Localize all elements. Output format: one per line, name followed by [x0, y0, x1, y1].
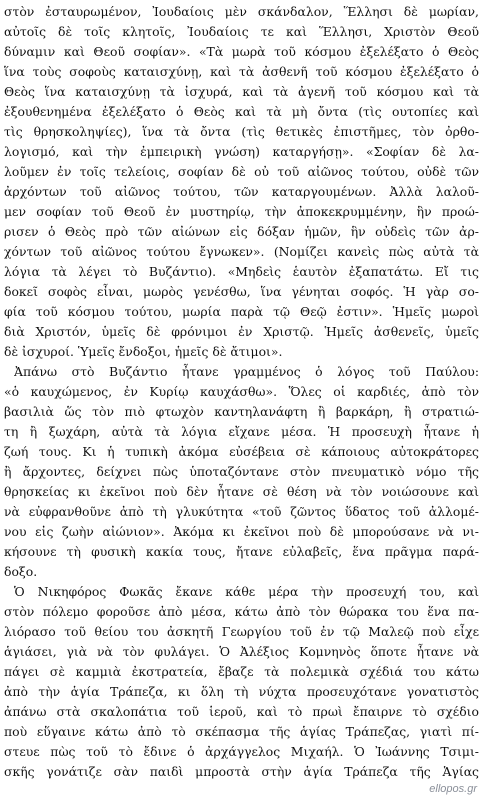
text-line: λιόρασο τοῦ θείου του ἀσκητῆ Γεωργίου τοῦ ἐν τῷ Μαλεῷ ποὺ εἶχε [4, 624, 479, 639]
text-line: Θεὸς ἵνα καταισχύνῃ τὰ ἰσχυρά, καὶ τὰ ἀγενῆ τοῦ κόσμου καὶ τὰ [4, 84, 479, 99]
text-line: δὲ ἰσχυροί. Ὑμεῖς ἔνδοξοι, ἡμεῖς δὲ ἄτιμοι». [4, 344, 283, 359]
text-line: μεν σοφίαν τοῦ Θεοῦ ἐν μυστηρίῳ, τὴν ἀποκεκρυμμένην, ἣν προώ- [4, 204, 479, 219]
text-line: Ἀπάνω στὸ Βυζάντιο ἦτανε γραμμένος ὁ λόγος τοῦ Παύλου: [14, 364, 479, 379]
text-line: ἀπὸ τὴν ἁγία Τράπεζα, κι ὅλη τὴ νύχτα προσευχότανε γονατιστὸς [4, 684, 479, 699]
text-line: τη ἢ ξωχάρη, αὐτὰ τὰ λόγια εἴχανε μέσα. Ἡ προσευχὴ ἦτανε ἡ [4, 424, 479, 439]
text-line: ἢ ἄρχοντες, δείχνει πὼς ὑποταζόντανε στὸν πνευματικὸ νόμο τῆς [4, 464, 479, 479]
text-line: ποὺ εὕγαινε κάτω ἀπὸ τὸ σκέπασμα τῆς ἁγίας Τράπεζας, γιατὶ πί- [4, 724, 479, 739]
text-line: λογισμό, καὶ τὴν ἐμπειρικὴ γνώση) καταργήσῃ». «Σοφίαν δὲ λα- [4, 144, 479, 159]
text-line: ζωή τους. Κι ἡ τυπικὴ ἀκόμα εὐσέβεια σὲ κάποιους αὐτοκράτορες [4, 444, 479, 459]
text-line: ἵνα τοὺς σοφοὺς καταισχύνῃ, καὶ τὰ ἀσθενῆ τοῦ κόσμου ἐξελέξατο ὁ [4, 64, 479, 79]
text-line: αὐτοῖς δὲ τοῖς κλητοῖς, Ἰουδαίοις τε καὶ Ἕλλησι, Χριστὸν Θεοῦ [4, 24, 479, 39]
text-line: βασιλιὰ ὥς τὸν πιὸ φτωχὸν καντηλανάφτη ἢ βαρκάρη, ἢ στρατιώ- [4, 404, 479, 419]
text-line: νου εἰς ζωὴν αἰώνιον». Ἀκόμα κι ἐκεῖνοι ποὺ δὲ μπορούσανε νὰ νι- [4, 524, 479, 539]
text-line: ἀπάνω στὰ σκαλοπάτια τοῦ ἱεροῦ, καὶ τὸ πρωὶ ἔπαιρνε τὸ σχέδιο [4, 704, 479, 719]
text-line: ρισεν ὁ Θεὸς πρὸ τῶν αἰώνων εἰς δόξαν ἡμῶν, ἣν οὐδεὶς τῶν ἀρ- [4, 224, 479, 239]
text-line: φία τοῦ κόσμου τούτου, μωρία παρὰ τῷ Θεῷ ἐστιν». Ἡμεῖς μωροὶ [4, 304, 479, 319]
text-line: δύναμιν καὶ Θεοῦ σοφίαν». «Τὰ μωρὰ τοῦ κόσμου ἐξελέξατο ὁ Θεὸς [4, 44, 479, 59]
site-watermark: ellopos.gr [429, 783, 477, 795]
text-line: Ὁ Νικηφόρος Φωκᾶς ἔκανε κάθε μέρα τὴν προσευχή του, καὶ [14, 584, 479, 599]
text-line: λόγια τὰ λέγει τὸ Βυζάντιο). «Μηδεὶς ἑαυτὸν ἐξαπατάτω. Εἴ τις [4, 264, 479, 279]
text-line: δοξο. [4, 564, 38, 579]
text-line: στὸν ἐσταυρωμένον, Ἰουδαίοις μὲν σκάνδαλον, Ἕλλησι δὲ μωρίαν, [4, 4, 479, 19]
text-line: ἀρχόντων τοῦ αἰῶνος τούτου, τῶν καταργουμένων. Ἀλλὰ λαλοῦ- [4, 184, 479, 199]
text-line: χόντων τοῦ αἰῶνος τούτου ἔγνωκεν». (Νομίζει κανεὶς πὼς αὐτὰ τὰ [4, 244, 479, 259]
text-line: ἁγιάσει, γιὰ νὰ τὸν φυλάγει. Ὁ Ἀλέξιος Κομνηνὸς ὅποτε ἦτανε νὰ [4, 644, 479, 659]
text-line: δοκεῖ σοφὸς εἶναι, μωρὸς γενέσθω, ἵνα γένηται σοφός. Ἡ γὰρ σο- [4, 284, 479, 299]
text-line: στὸν πόλεμο φοροῦσε ἀπὸ μέσα, κάτω ἀπὸ τὸν θώρακα του ἕνα πα- [4, 604, 479, 619]
text-line: σκῆς γονάτιζε σὰν παιδὶ μπροστὰ στὴν ἁγία Τράπεζα τῆς Ἁγίας [4, 764, 479, 779]
text-line: τὶς θρησκοληψίες), ἵνα τὰ ὄντα (τὶς θετικὲς ἐπιστῆμες, τὸν ὀρθο- [4, 124, 479, 139]
text-line: νὰ εὐφρανθοῦνε ἀπὸ τὴ γλυκύτητα «τοῦ ζῶντος ὕδατος τοῦ ἀλλομέ- [4, 504, 479, 519]
text-line: λοῦμεν ἐν τοῖς τελείοις, σοφίαν δὲ οὐ τοῦ αἰῶνος τούτου, οὐδὲ τῶν [4, 164, 479, 179]
text-line: «ὁ καυχώμενος, ἐν Κυρίῳ καυχάσθω». Ὅλες οἱ καρδιές, ἀπὸ τὸν [4, 384, 479, 399]
text-line: θρησκείας κι ἐκεῖνοι ποὺ δὲν ἦτανε σὲ θέση νὰ τὸν νοιώσουνε καὶ [4, 484, 479, 499]
text-line: στευε πὼς τοῦ τὸ ἔδινε ὁ ἀρχάγγελος Μιχαήλ. Ὁ Ἰωάννης Τσιμι- [4, 744, 479, 759]
text-line: κήσουνε τὴ φυσικὴ κακία τους, ἤτανε εὐλαβεῖς, ἕνα πρᾶγμα παρά- [4, 544, 479, 559]
text-line: διὰ Χριστόν, ὑμεῖς δὲ φρόνιμοι ἐν Χριστῷ. Ἡμεῖς ἀσθενεῖς, ὑμεῖς [4, 324, 479, 339]
text-line: ἐξουθενημένα ἐξελέξατο ὁ Θεὸς καὶ τὰ μὴ ὄντα (τὶς ουτοπίες καὶ [4, 104, 479, 119]
text-line: πάγει σὲ καμμιὰ ἐκστρατεία, ἔβαζε τὰ πολεμικὰ σχέδιά του κάτω [4, 664, 479, 679]
